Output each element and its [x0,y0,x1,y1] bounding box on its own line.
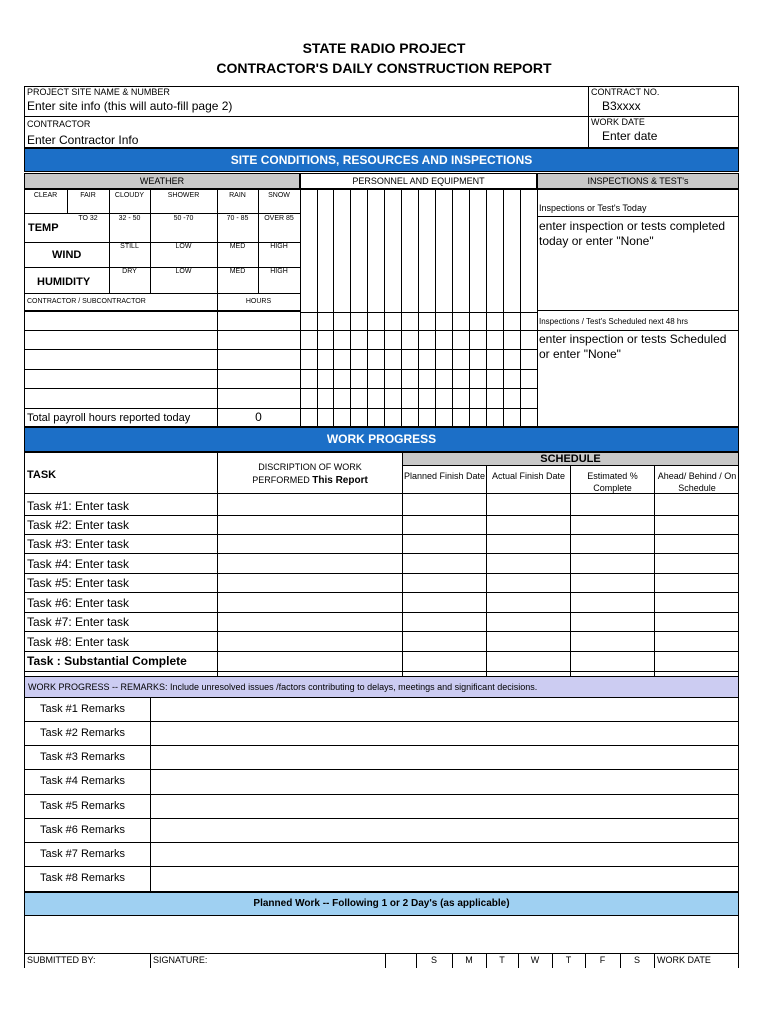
weather-cloudy: CLOUDY [114,192,145,199]
substantial-complete-row[interactable]: Task : Substantial Complete [27,654,187,668]
page-subtitle: CONTRACTOR'S DAILY CONSTRUCTION REPORT [216,60,552,76]
weather-fair: FAIR [80,192,96,199]
weather-header: WEATHER [24,173,300,189]
humidity-opt-2: LOW [175,268,192,275]
contract-field[interactable]: B3xxxx [602,99,641,113]
task-column-header: TASK [27,469,57,481]
remarks-row[interactable]: Task #8 Remarks [40,872,125,884]
day-monday[interactable]: M [465,955,473,965]
workdate-label: WORK DATE [591,117,645,127]
weather-clear: CLEAR [33,192,58,199]
humidity-opt-1: DRY [122,268,137,275]
task-row[interactable]: Task #8: Enter task [27,635,130,649]
remarks-row[interactable]: Task #4 Remarks [40,775,125,787]
task-row[interactable]: Task #5: Enter task [27,576,130,590]
signature-label: SIGNATURE: [153,955,208,965]
weather-shower: SHOWER [167,192,200,199]
remarks-row[interactable]: Task #2 Remarks [40,727,125,739]
planned-work-header: Planned Work -- Following 1 or 2 Day's (as applicable) [24,892,739,916]
humidity-opt-3: MED [229,268,246,275]
humidity-label: HUMIDITY [37,276,91,288]
wind-opt-3: MED [229,243,246,250]
description-header-line2: PERFORMED [252,475,310,485]
remarks-row[interactable]: Task #1 Remarks [40,703,125,715]
temp-opt-5: OVER 85 [264,215,294,222]
remarks-row[interactable]: Task #6 Remarks [40,824,125,836]
task-row[interactable]: Task #3: Enter task [27,537,130,551]
hours-column-header: HOURS [245,298,272,305]
wind-opt-2: LOW [175,243,192,250]
task-row[interactable]: Task #1: Enter task [27,499,130,513]
wind-opt-1: STILL [120,243,139,250]
schedule-header: SCHEDULE [402,452,739,466]
task-row[interactable]: Task #4: Enter task [27,557,130,571]
remarks-row[interactable]: Task #5 Remarks [40,800,125,812]
planned-work-field[interactable] [24,916,739,954]
temp-opt-4: 70 - 85 [226,215,249,222]
contractor-label: CONTRACTOR [27,119,91,129]
ahead-behind-header: Ahead/ Behind / On Schedule [657,471,737,493]
wind-label: WIND [52,249,82,261]
task-row[interactable]: Task #6: Enter task [27,596,130,610]
remarks-table [24,698,739,892]
site-field[interactable]: Enter site info (this will auto-fill page 2) [27,99,233,113]
estimated-complete-header: Estimated % Complete [587,471,638,493]
temp-label: TEMP [28,222,59,234]
weather-snow: SNOW [268,192,290,199]
inspections-today-label: Inspections or Test's Today [539,203,647,213]
day-sunday[interactable]: S [430,955,437,965]
day-friday[interactable]: F [599,955,606,965]
inspections-scheduled-field[interactable]: enter inspection or tests Scheduled or enter "None" [539,332,727,361]
site-conditions-band: SITE CONDITIONS, RESOURCES AND INSPECTIONS [24,148,739,172]
temp-opt-2: 32 - 50 [118,215,141,222]
contractor-column-header: CONTRACTOR / SUBCONTRACTOR [27,298,146,305]
personnel-header: PERSONNEL AND EQUIPMENT [300,173,537,189]
weather-rain: RAIN [229,192,246,199]
payroll-hours-value[interactable]: 0 [255,410,262,424]
remarks-row[interactable]: Task #3 Remarks [40,751,125,763]
task-row[interactable]: Task #7: Enter task [27,615,130,629]
contractor-field[interactable]: Enter Contractor Info [27,133,139,147]
day-wednesday[interactable]: W [530,955,540,965]
description-header-bold: This Report [312,475,368,486]
planned-finish-header: Planned Finish Date [403,471,486,481]
footer-workdate-label: WORK DATE [657,955,711,965]
day-thursday[interactable]: T [565,955,572,965]
inspections-header: INSPECTIONS & TEST's [537,173,739,189]
remarks-row[interactable]: Task #7 Remarks [40,848,125,860]
temp-opt-1: TO 32 [78,215,98,222]
inspections-today-field[interactable]: enter inspection or tests completed today or enter "None" [539,219,726,248]
task-row[interactable]: Task #2: Enter task [27,518,130,532]
wind-opt-4: HIGH [270,243,288,250]
site-label: PROJECT SITE NAME & NUMBER [27,87,170,97]
description-header-line1: DISCRIPTION OF WORK [258,462,362,472]
humidity-opt-4: HIGH [270,268,288,275]
day-saturday[interactable]: S [633,955,640,965]
workdate-field[interactable]: Enter date [602,129,658,143]
page-title: STATE RADIO PROJECT [302,40,466,56]
contract-label: CONTRACT NO. [591,87,660,97]
remarks-header: WORK PROGRESS -- REMARKS: Include unresolved issues /factors contributing to delays, meetings and significant decisions. [24,676,739,698]
submitted-by-label: SUBMITTED BY: [27,955,96,965]
task-table [24,494,739,680]
inspections-scheduled-label: Inspections / Test's Scheduled next 48 hrs [539,317,689,326]
day-tuesday[interactable]: T [499,955,505,965]
payroll-label: Total payroll hours reported today [27,412,191,424]
temp-opt-3: 50 -70 [173,215,194,222]
actual-finish-header: Actual Finish Date [491,471,566,481]
work-progress-band: WORK PROGRESS [24,427,739,452]
